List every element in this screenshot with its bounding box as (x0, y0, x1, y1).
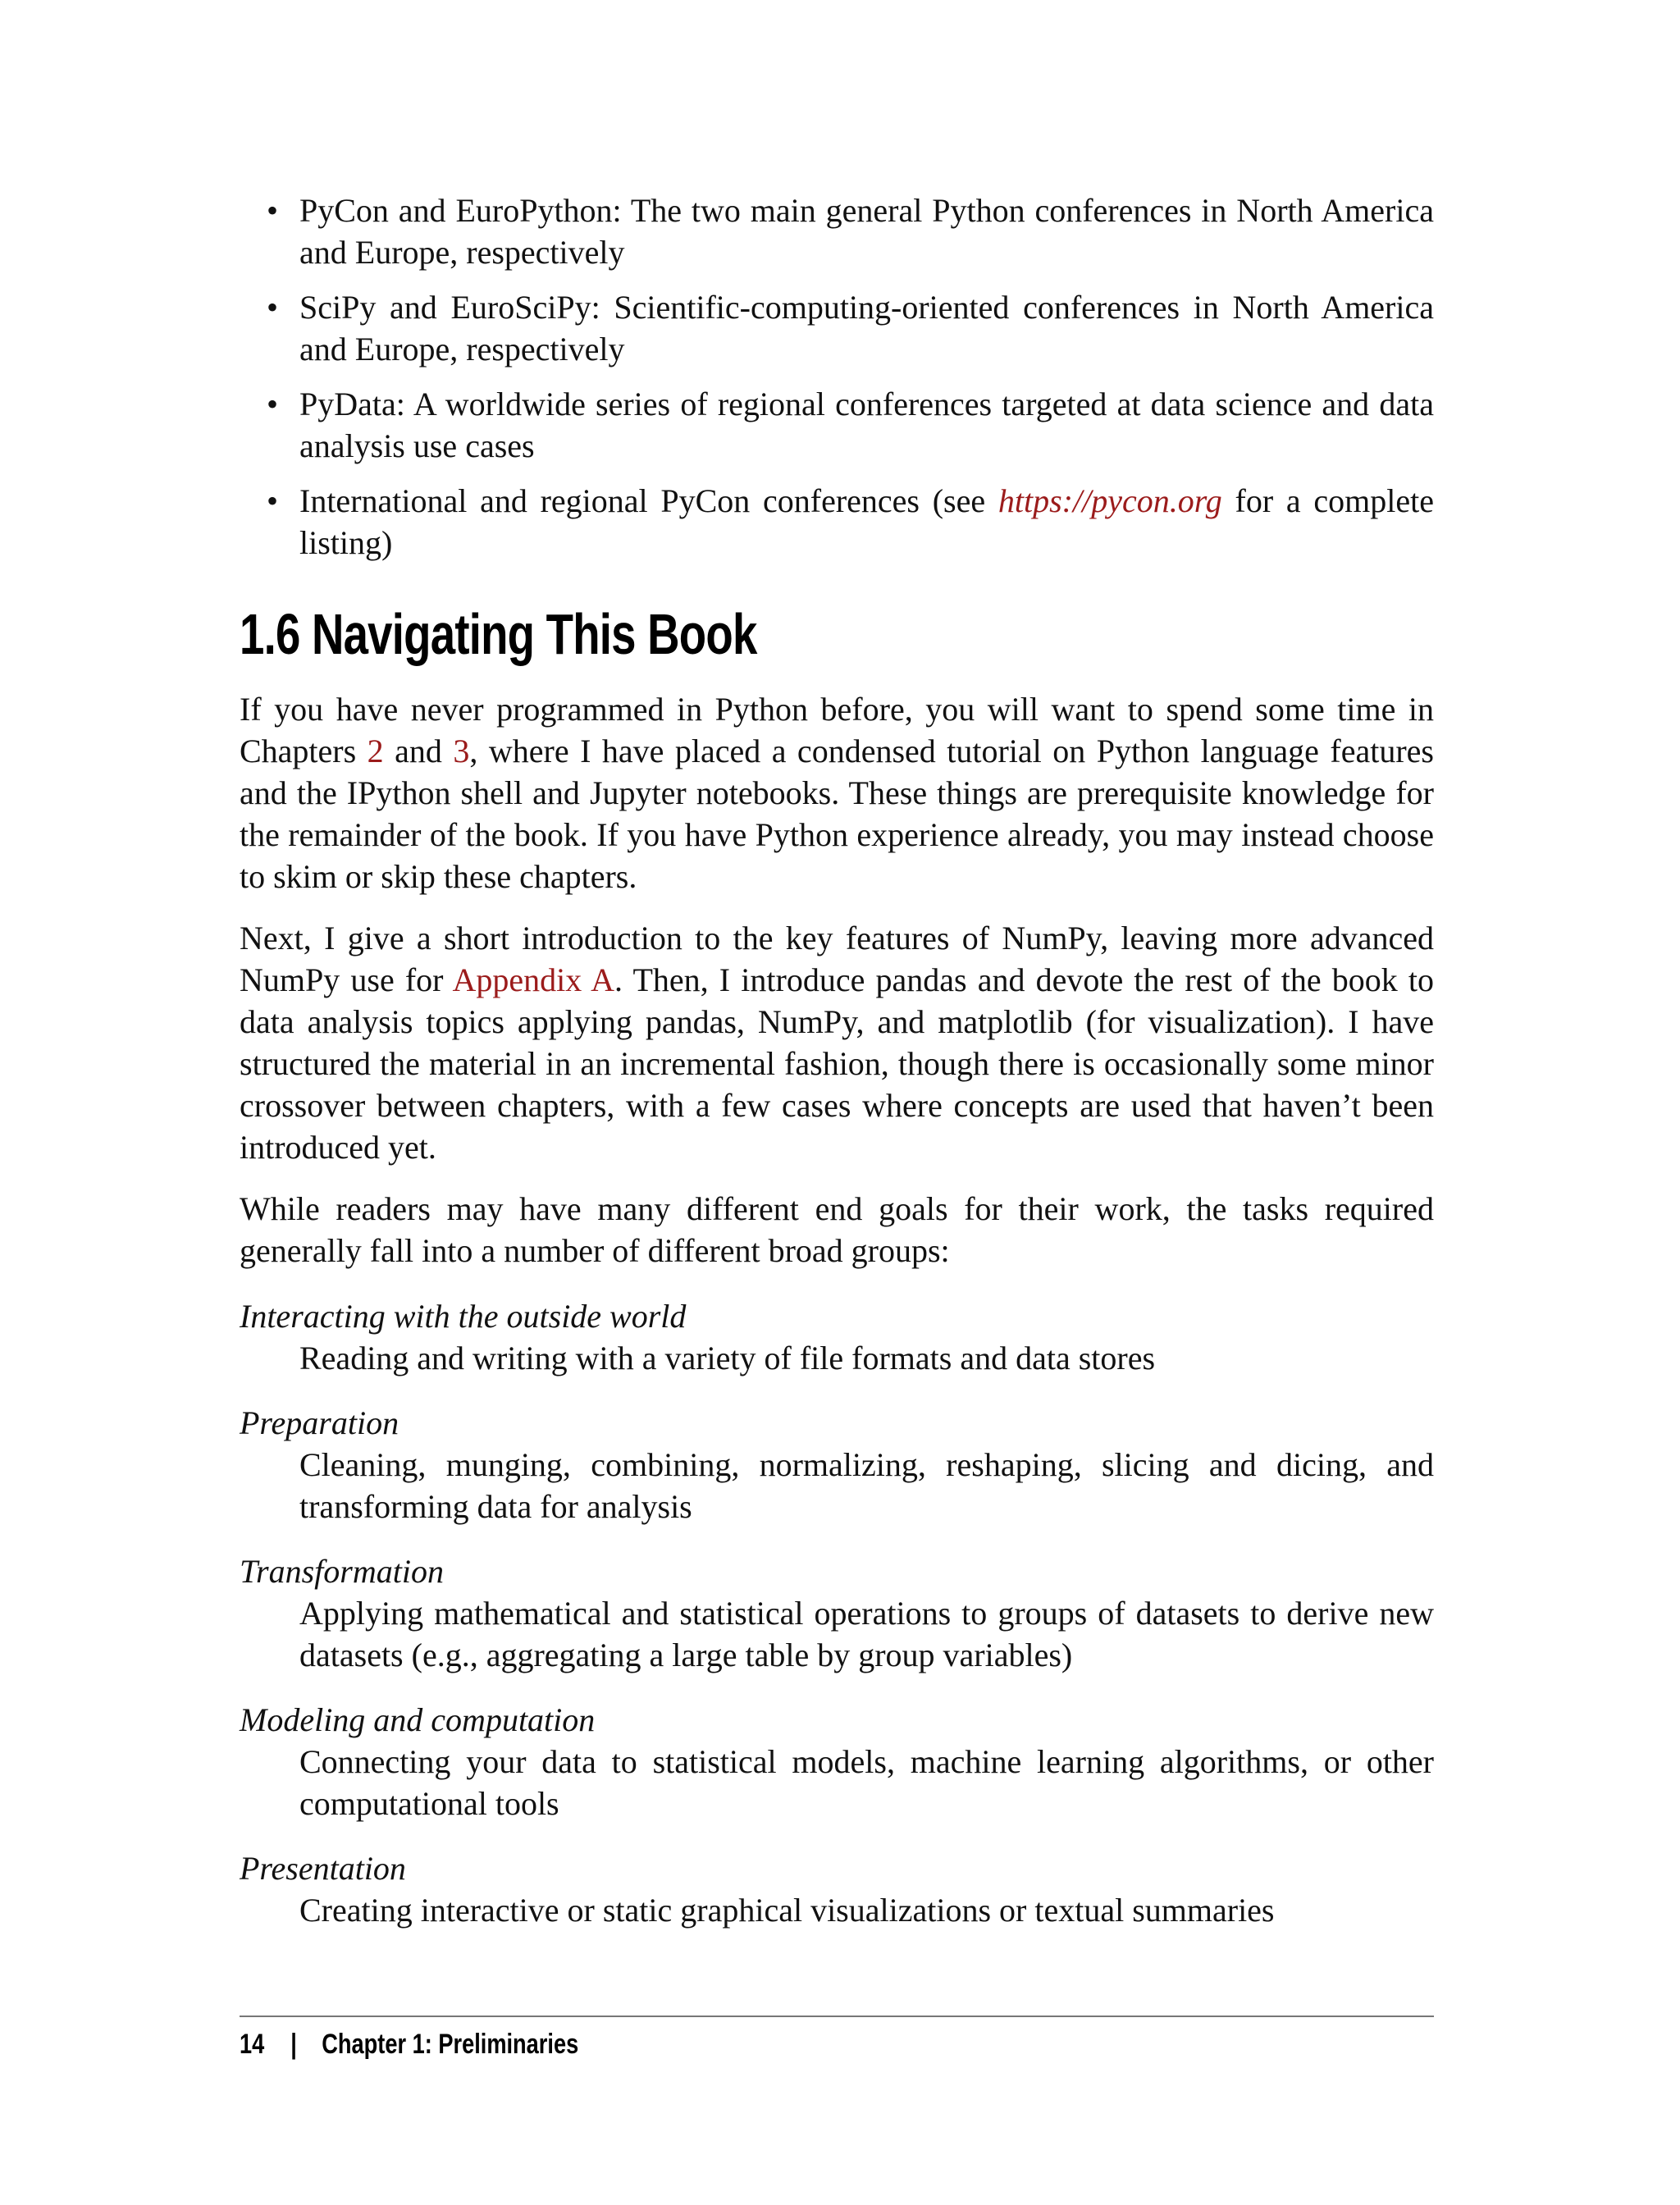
text: Next, I give a short introduction to the key features of NumPy, leaving more advanced NumPy use for (240, 920, 1434, 998)
group-term: Preparation (240, 1404, 399, 1441)
text: . Then, I introduce pandas and devote the rest of the book to data analysis topics applying pandas, NumPy, and matplotlib (for visualization). I have structured the material in an incremental fashion, though there is occasionally some minor crossover between chapters, with a few cases where concepts are used that haven’t been introduced yet. (240, 961, 1435, 1166)
list-item-text: International and regional PyCon conferences (see (299, 482, 998, 519)
chapter-3-link[interactable]: 3 (453, 733, 470, 769)
list-item (240, 383, 1434, 467)
chapter-2-link[interactable]: 2 (367, 733, 384, 769)
appendix-a-link[interactable]: Appendix A (452, 961, 615, 998)
list-item-text: PyCon and EuroPython: The two main general Python conferences in North America and Europe, respectively (299, 192, 1434, 271)
paragraph-2 (240, 917, 1434, 1168)
conference-list (240, 189, 1434, 577)
bullet-icon: • (267, 192, 279, 229)
text: and (383, 733, 454, 769)
page-number: 14 (240, 2029, 265, 2060)
bullet-icon: • (267, 289, 279, 326)
group-definition: Creating interactive or static graphical visualizations or textual summaries (299, 1892, 1275, 1929)
group-term: Presentation (240, 1850, 406, 1887)
footer-divider (240, 2016, 1434, 2017)
paragraph-1 (240, 688, 1434, 897)
list-item (240, 480, 1434, 564)
text: If you have never programmed in Python before, you will want to spend some time in Chapters (240, 691, 1434, 769)
group-definition: Cleaning, munging, combining, normalizing, reshaping, slicing and dicing, and transforming data for analysis (299, 1446, 1434, 1525)
list-item-text: SciPy and EuroSciPy: Scientific-computing-oriented conferences in North America and Europe, respectively (299, 289, 1434, 368)
list-item-text: for a complete listing) (299, 482, 1434, 561)
paragraph-3: While readers may have many different end goals for their work, the tasks required generally fall into a number of different broad groups: (240, 1190, 1434, 1269)
list-item (240, 286, 1434, 370)
list-item-text: PyData: A worldwide series of regional conferences targeted at data science and data analysis use cases (299, 386, 1434, 464)
group-definition: Applying mathematical and statistical operations to groups of datasets to derive new datasets (e.g., aggregating a large table by group variables) (299, 1595, 1434, 1673)
group-term: Interacting with the outside world (240, 1298, 687, 1335)
section-heading: 1.6 Navigating This Book (240, 602, 757, 666)
task-groups-list (240, 1295, 1434, 1954)
list-item (240, 189, 1434, 273)
text: , where I have placed a condensed tutorial on Python language features and the IPython shell and Jupyter notebooks. These things are prerequisite knowledge for the remainder of the book. If you have Python experience already, you may instead choose to skim or skip these chapters. (240, 733, 1435, 895)
chapter-title: Chapter 1: Preliminaries (322, 2029, 579, 2060)
group-definition: Connecting your data to statistical models, machine learning algorithms, or other computational tools (299, 1743, 1434, 1822)
bullet-icon: • (267, 482, 279, 519)
group-definition: Reading and writing with a variety of file formats and data stores (299, 1340, 1156, 1376)
bullet-icon: • (267, 386, 279, 422)
footer-separator: | (290, 2029, 297, 2060)
pycon-link[interactable]: https://pycon.org (998, 482, 1222, 519)
group-term: Transformation (240, 1553, 444, 1590)
page-footer (240, 2026, 578, 2062)
group-term: Modeling and computation (240, 1701, 596, 1738)
